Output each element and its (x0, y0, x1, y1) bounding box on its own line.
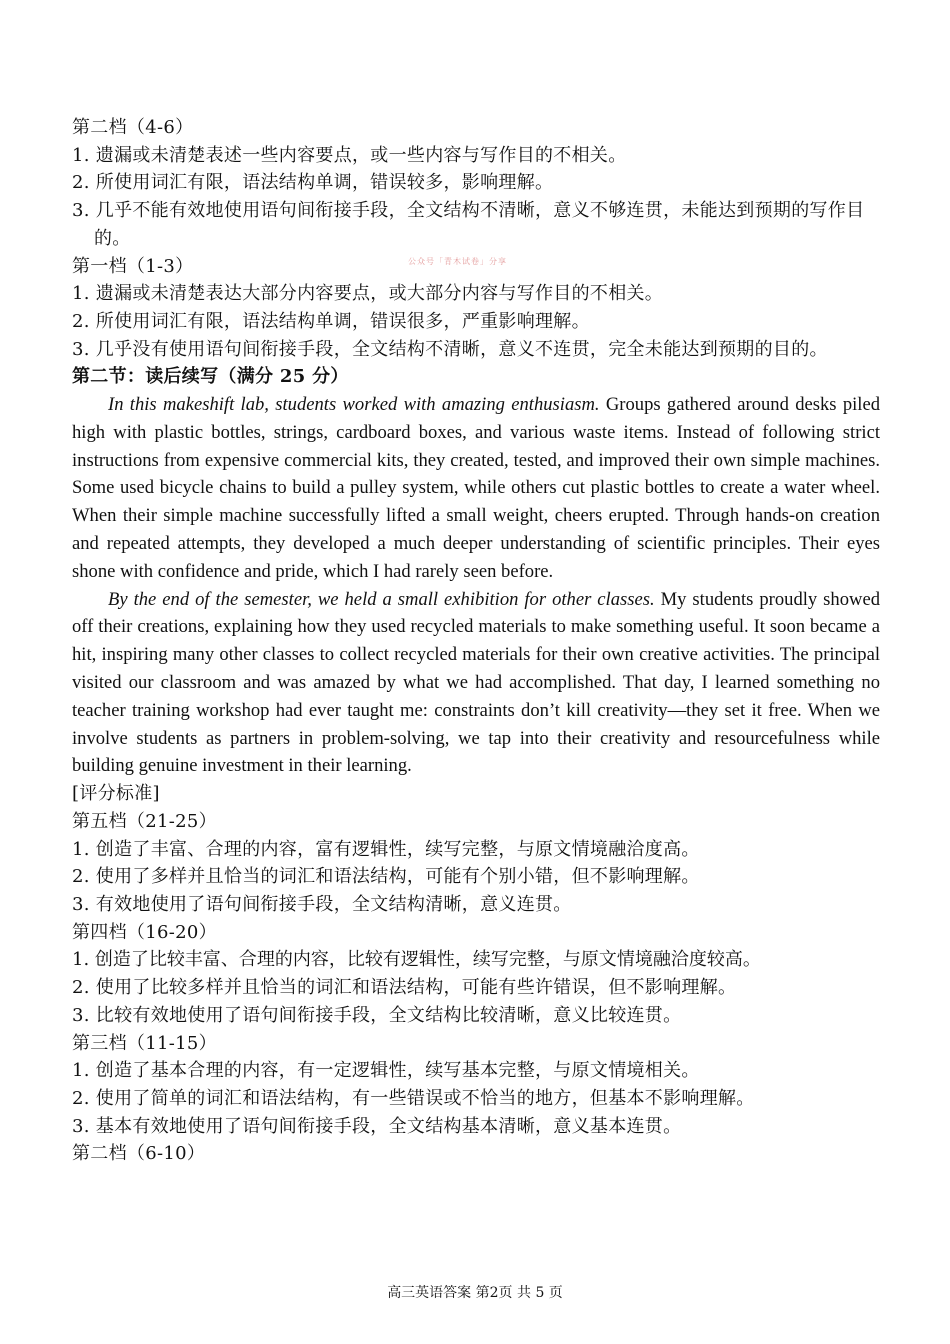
paragraph-1-lead: In this makeshift lab, students worked with amazing enthusiasm. (108, 394, 600, 416)
watermark: 公众号「青木试卷」分享 (408, 257, 507, 266)
level3-item-1: 1. 创造了基本合理的内容，有一定逻辑性，续写基本完整，与原文情境相关。 (72, 1060, 700, 1082)
level1-item-3: 3. 几乎没有使用语句间衔接手段，全文结构不清晰，意义不连贯，完全未能达到预期的目的。 (72, 338, 828, 360)
level2b-title: 第二档（6-10） (72, 1143, 206, 1165)
level1-title: 第一档（1-3） (72, 255, 194, 277)
answer-page (72, 114, 880, 1168)
page-footer: 高三英语答案 第2页 共 5 页 (387, 1285, 563, 1301)
level2-item-2: 2. 所使用词汇有限，语法结构单调，错误较多，影响理解。 (72, 172, 554, 194)
level1-item-2: 2. 所使用词汇有限，语法结构单调，错误很多，严重影响理解。 (72, 310, 590, 332)
level4-item-2: 2. 使用了比较多样并且恰当的词汇和语法结构，可能有些许错误，但不影响理解。 (72, 977, 737, 999)
level5-item-3: 3. 有效地使用了语句间衔接手段，全文结构清晰，意义连贯。 (72, 894, 572, 915)
essay-paragraph-1 (72, 391, 880, 586)
level5-item-2: 2. 使用了多样并且恰当的词汇和语法结构，可能有个别小错，但不影响理解。 (72, 866, 700, 888)
level4-title: 第四档（16-20） (72, 921, 217, 943)
level4-item-1: 1. 创造了比较丰富、合理的内容，比较有逻辑性，续写完整，与原文情境融洽度较高。 (72, 949, 761, 971)
paragraph-2-body: My students proudly showed off their creations, explaining how they used recycled materials to make something useful. It soon became a hit, inspiring many other classes to collect recycled materials for their own creative activities. The principal visited our classroom and was amazed by what we had accomplished. That day, I learned something no teacher training workshop had ever taught me: constraints don’t kill creativity—they set it free. When we involve students as partners in problem-solving, we tap into their creativity and resourcefulness while building genuine investment in their learning. (72, 588, 880, 777)
level4-item-3: 3. 比较有效地使用了语句间衔接手段，全文结构比较清晰，意义比较连贯。 (72, 1004, 682, 1026)
level1-item-1: 1. 遗漏或未清楚表达大部分内容要点，或大部分内容与写作目的不相关。 (72, 283, 664, 305)
paragraph-2-lead: By the end of the semester, we held a small exhibition for other classes. (108, 588, 655, 610)
level3-title: 第三档（11-15） (72, 1032, 217, 1054)
criteria-label: [评分标准] (72, 783, 160, 805)
level2-item-3: 3. 几乎不能有效地使用语句间衔接手段，全文结构不清晰，意义不够连贯，未能达到预期的写作目的。 (72, 200, 865, 249)
level3-item-3: 3. 基本有效地使用了语句间衔接手段，全文结构基本清晰，意义基本连贯。 (72, 1115, 682, 1137)
essay-paragraph-2 (72, 586, 880, 781)
section-heading: 第二节：读后续写（满分 25 分） (72, 366, 349, 388)
level2-item-1: 1. 遗漏或未清楚表述一些内容要点，或一些内容与写作目的不相关。 (72, 144, 627, 166)
paragraph-1-body: Groups gathered around desks piled high with plastic bottles, strings, cardboard boxes, and various waste items. Instead of following strict instructions from expensive commercial kits, they created, tested, and improved their own simple machines. Some used bicycle chains to build a pulley system, while others cut plastic bottles to create a water wheel. When their simple machine successfully lifted a small weight, cheers erupted. Through hands-on creation and repeated attempts, they developed a much deeper understanding of scientific principles. Their eyes shone with confidence and pride, which I had rarely seen before. (72, 394, 880, 582)
level2-title: 第二档（4-6） (72, 117, 194, 138)
level3-item-2: 2. 使用了简单的词汇和语法结构，有一些错误或不恰当的地方，但基本不影响理解。 (72, 1087, 755, 1109)
level5-item-1: 1. 创造了丰富、合理的内容，富有逻辑性，续写完整，与原文情境融洽度高。 (72, 838, 700, 860)
level5-title: 第五档（21-25） (72, 810, 217, 832)
